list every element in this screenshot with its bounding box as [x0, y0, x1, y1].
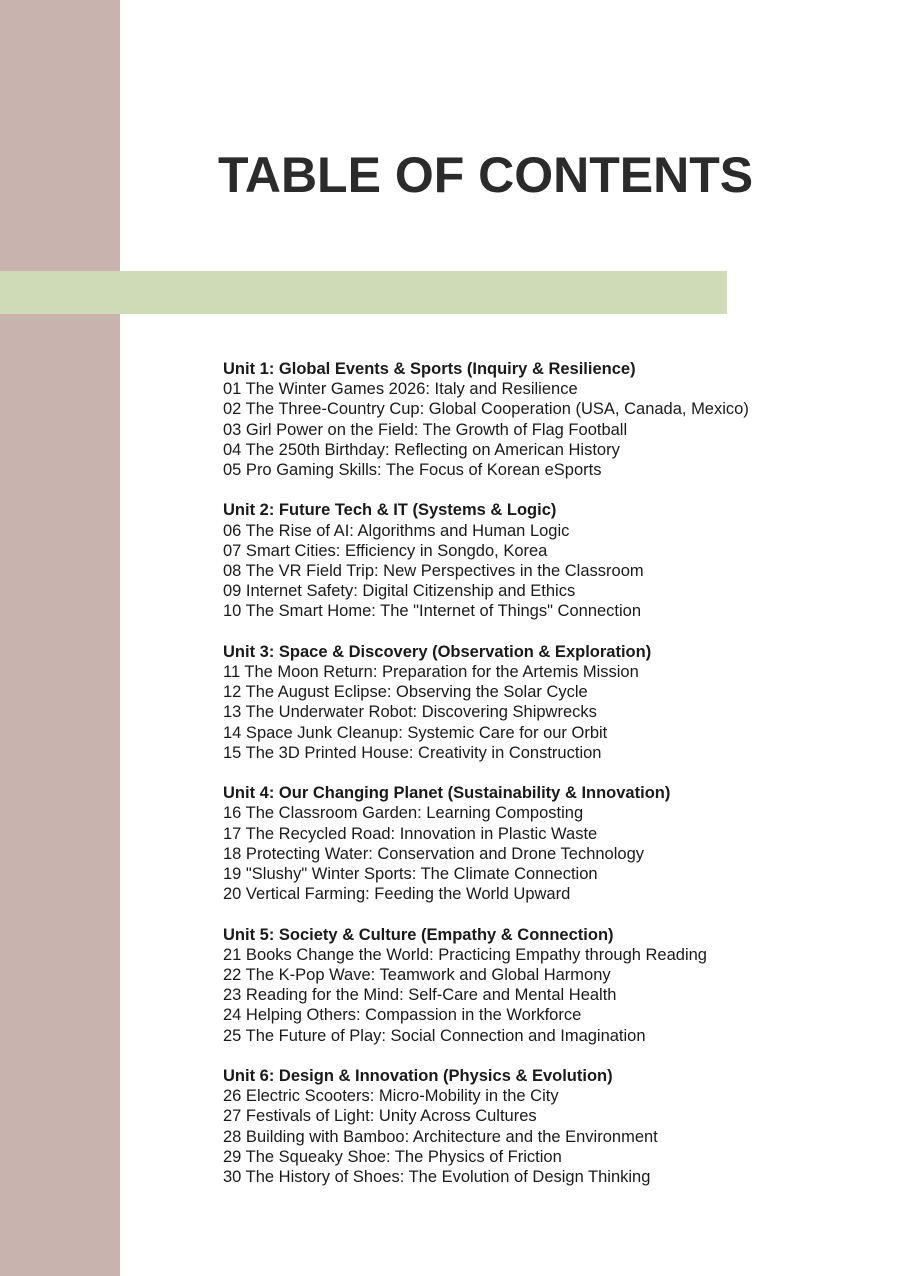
unit-title: Unit 2: Future Tech & IT (Systems & Logic) [223, 501, 557, 520]
toc-entry: 02 The Three-Country Cup: Global Cooperation (USA, Canada, Mexico) [223, 400, 749, 419]
toc-entry: 17 The Recycled Road: Innovation in Plastic Waste [223, 824, 598, 843]
unit-section [223, 642, 883, 763]
toc-entry: 06 The Rise of AI: Algorithms and Human Logic [223, 521, 570, 540]
toc-entry: 13 The Underwater Robot: Discovering Shipwrecks [223, 703, 597, 722]
toc-entry: 21 Books Change the World: Practicing Empathy through Reading [223, 945, 707, 964]
unit-title: Unit 4: Our Changing Planet (Sustainability & Innovation) [223, 784, 671, 803]
toc-entry: 14 Space Junk Cleanup: Systemic Care for our Orbit [223, 723, 608, 742]
toc-entry: 29 The Squeaky Shoe: The Physics of Friction [223, 1147, 562, 1166]
toc-entry: 12 The August Eclipse: Observing the Solar Cycle [223, 683, 588, 702]
unit-section [223, 359, 883, 480]
toc-entry: 24 Helping Others: Compassion in the Workforce [223, 1006, 582, 1025]
page-title: TABLE OF CONTENTS [218, 147, 754, 203]
toc-entry: 26 Electric Scooters: Micro-Mobility in the City [223, 1087, 559, 1106]
toc-entry: 08 The VR Field Trip: New Perspectives in the Classroom [223, 562, 644, 581]
unit-section [223, 783, 883, 904]
toc-entry: 15 The 3D Printed House: Creativity in Construction [223, 743, 602, 762]
toc-entry: 07 Smart Cities: Efficiency in Songdo, Korea [223, 541, 548, 560]
toc-entry: 05 Pro Gaming Skills: The Focus of Korean eSports [223, 461, 602, 480]
toc-entry: 28 Building with Bamboo: Architecture and the Environment [223, 1127, 658, 1146]
toc-entry: 20 Vertical Farming: Feeding the World Upward [223, 885, 571, 904]
accent-bar [0, 271, 727, 314]
toc-entry: 01 The Winter Games 2026: Italy and Resilience [223, 380, 578, 399]
toc-entry: 23 Reading for the Mind: Self-Care and Mental Health [223, 986, 617, 1005]
toc-entry: 18 Protecting Water: Conservation and Drone Technology [223, 844, 644, 863]
toc-entry: 22 The K-Pop Wave: Teamwork and Global Harmony [223, 966, 611, 985]
unit-title: Unit 3: Space & Discovery (Observation & Exploration) [223, 642, 652, 661]
unit-title: Unit 5: Society & Culture (Empathy & Connection) [223, 925, 614, 944]
unit-section [223, 500, 883, 621]
unit-section [223, 925, 883, 1046]
toc-entry: 16 The Classroom Garden: Learning Composting [223, 804, 584, 823]
toc-entry: 10 The Smart Home: The "Internet of Things" Connection [223, 602, 642, 621]
table-of-contents [223, 359, 883, 1207]
toc-entry: 09 Internet Safety: Digital Citizenship and Ethics [223, 582, 576, 601]
toc-entry: 27 Festivals of Light: Unity Across Cultures [223, 1107, 537, 1126]
toc-entry: 25 The Future of Play: Social Connection and Imagination [223, 1026, 646, 1045]
toc-entry: 19 "Slushy" Winter Sports: The Climate Connection [223, 865, 598, 884]
toc-entry: 03 Girl Power on the Field: The Growth of Flag Football [223, 420, 628, 439]
unit-title: Unit 6: Design & Innovation (Physics & Evolution) [223, 1067, 613, 1086]
unit-title: Unit 1: Global Events & Sports (Inquiry & Resilience) [223, 360, 636, 378]
toc-entry: 11 The Moon Return: Preparation for the Artemis Mission [223, 663, 639, 682]
toc-entry: 04 The 250th Birthday: Reflecting on American History [223, 440, 620, 459]
unit-section [223, 1066, 883, 1187]
sidebar-panel [0, 0, 120, 1276]
toc-entry: 30 The History of Shoes: The Evolution of Design Thinking [223, 1168, 651, 1187]
